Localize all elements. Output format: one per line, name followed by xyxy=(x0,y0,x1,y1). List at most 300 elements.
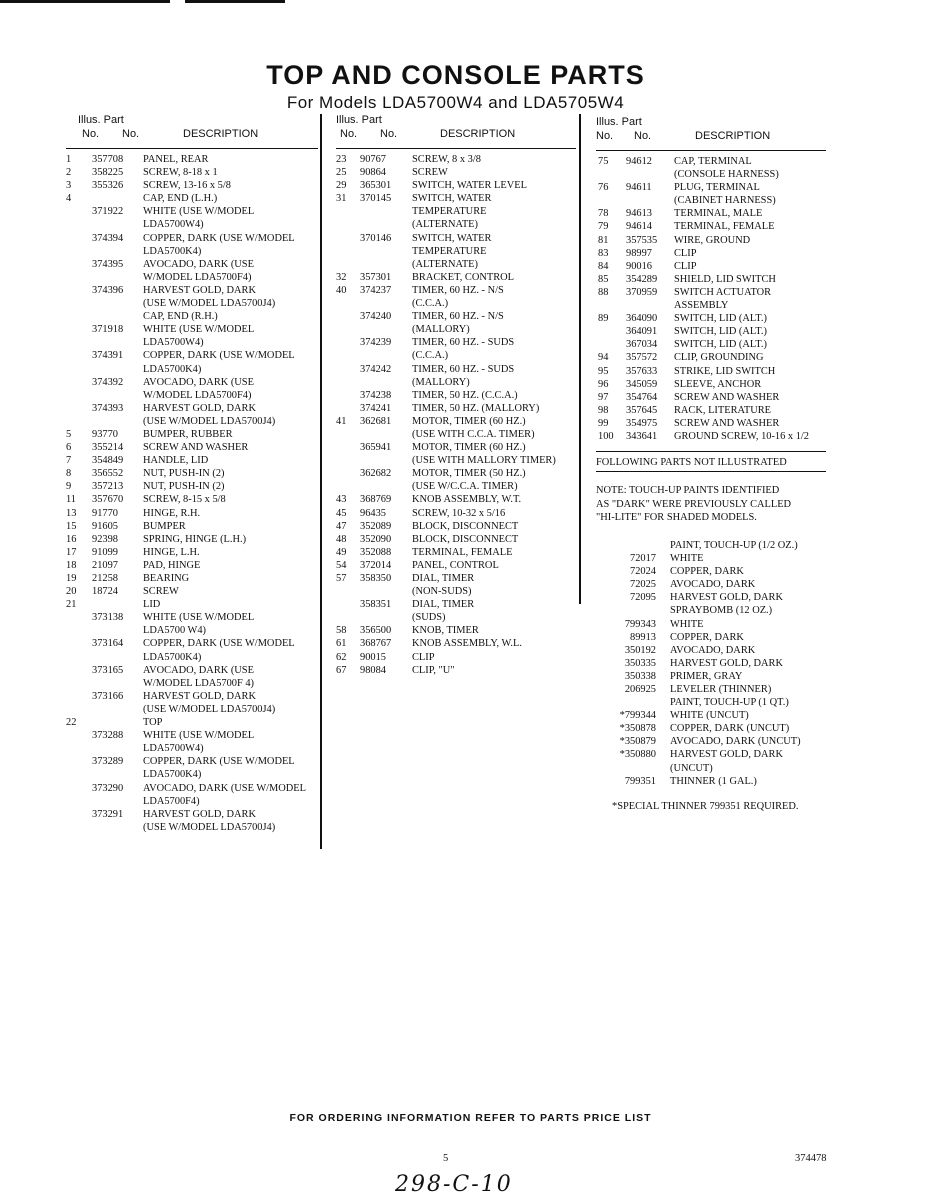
part-description: SWITCH, LID (ALT.) xyxy=(674,313,767,325)
parts-list xyxy=(596,155,826,443)
part-description: LDA5700K4) xyxy=(143,769,202,781)
paint-part-number: 206925 xyxy=(624,683,656,695)
paint-row xyxy=(596,722,826,735)
part-number: 354975 xyxy=(626,417,658,429)
illus-number: 29 xyxy=(336,180,347,192)
paint-description: AVOCADO, DARK (UNCUT) xyxy=(670,736,801,748)
part-row xyxy=(66,428,318,441)
part-number: 368769 xyxy=(360,494,392,506)
part-description: SWITCH, WATER xyxy=(412,193,492,205)
part-description: CLIP xyxy=(674,260,697,272)
part-row xyxy=(596,338,826,351)
part-row xyxy=(336,572,576,585)
header-divider xyxy=(66,148,318,149)
page-title: TOP AND CONSOLE PARTS xyxy=(266,60,645,90)
illus-number: 7 xyxy=(66,455,72,467)
part-description: (USE W/C.C.A. TIMER) xyxy=(412,481,518,493)
part-row xyxy=(66,245,318,258)
part-description: HINGE, R.H. xyxy=(143,507,201,519)
paint-row xyxy=(596,696,826,709)
part-number: 373164 xyxy=(92,638,124,650)
illus-number: 5 xyxy=(66,428,72,440)
part-description: SCREW AND WASHER xyxy=(674,417,780,429)
part-description: LDA5700W4) xyxy=(143,337,204,349)
part-description: BLOCK, DISCONNECT xyxy=(412,520,519,532)
part-description: AVOCADO, DARK (USE xyxy=(143,664,254,676)
part-row xyxy=(336,520,576,533)
part-row xyxy=(66,232,318,245)
illus-number: 21 xyxy=(66,599,77,611)
part-description: HARVEST GOLD, DARK xyxy=(143,402,256,414)
illus-number: 8 xyxy=(66,468,72,480)
part-number: 374394 xyxy=(92,232,124,244)
paint-part-number: 350338 xyxy=(624,670,656,682)
part-number: 373291 xyxy=(92,808,124,820)
illus-number: 95 xyxy=(598,365,609,377)
part-number: 374241 xyxy=(360,402,392,414)
part-row xyxy=(596,299,826,312)
paint-row xyxy=(596,748,826,761)
illus-number: 19 xyxy=(66,573,77,584)
part-row xyxy=(596,260,826,273)
part-description: CLIP, "U" xyxy=(412,664,455,676)
part-number: 374395 xyxy=(92,258,124,270)
part-number: 94611 xyxy=(626,182,652,194)
paint-description: AVOCADO, DARK xyxy=(670,579,756,591)
illus-number: 62 xyxy=(336,651,347,663)
part-description: AVOCADO, DARK (USE xyxy=(143,376,254,388)
part-description: HANDLE, LID xyxy=(143,455,209,467)
part-description: SWITCH ACTUATOR xyxy=(674,286,772,298)
part-number: 374396 xyxy=(92,284,124,296)
part-row xyxy=(336,153,576,166)
top-rule-right xyxy=(185,0,285,3)
note-line: "HI-LITE" FOR SHADED MODELS. xyxy=(596,512,757,524)
part-description: SWITCH, WATER LEVEL xyxy=(412,180,527,192)
part-row xyxy=(66,821,318,834)
part-row xyxy=(336,232,576,245)
column-divider xyxy=(579,114,581,604)
part-description: WHITE (USE W/MODEL xyxy=(143,206,255,218)
part-row xyxy=(336,192,576,205)
part-row xyxy=(336,624,576,637)
part-description: TEMPERATURE xyxy=(412,206,487,218)
part-number: 364091 xyxy=(626,326,658,338)
paint-row xyxy=(596,552,826,565)
paint-description: SPRAYBOMB (12 OZ.) xyxy=(670,605,773,617)
part-description: WIRE, GROUND xyxy=(674,234,751,246)
part-row xyxy=(66,323,318,336)
part-number: 90864 xyxy=(360,167,386,179)
part-description: NUT, PUSH-IN (2) xyxy=(143,481,225,493)
illus-number: 61 xyxy=(336,638,347,650)
part-number: 98084 xyxy=(360,664,386,676)
part-description: COPPER, DARK (USE W/MODEL xyxy=(143,232,295,244)
part-row xyxy=(66,467,318,480)
header-part-no: No. xyxy=(380,128,398,140)
document-number: 374478 xyxy=(795,1153,827,1164)
part-description: CLIP xyxy=(674,247,697,259)
part-description: SCREW, 8 x 3/8 xyxy=(412,154,481,165)
part-number: 91770 xyxy=(92,507,118,519)
part-row xyxy=(66,559,318,572)
part-number: 365301 xyxy=(360,180,392,192)
part-row xyxy=(336,559,576,572)
part-number: 357645 xyxy=(626,404,658,416)
part-row xyxy=(66,768,318,781)
header-illus-part: Illus. Part xyxy=(596,116,642,128)
part-row xyxy=(66,415,318,428)
paint-part-number: 72025 xyxy=(630,579,656,591)
part-number: 364090 xyxy=(626,313,658,325)
part-description: (USE WITH MALLORY TIMER) xyxy=(412,455,556,467)
part-number: 374238 xyxy=(360,389,392,401)
part-row xyxy=(66,677,318,690)
part-row xyxy=(596,312,826,325)
illus-number: 83 xyxy=(598,247,609,259)
illus-number: 67 xyxy=(336,664,347,676)
part-description: TERMINAL, FEMALE xyxy=(412,546,513,558)
part-row xyxy=(336,271,576,284)
part-row xyxy=(66,795,318,808)
part-row xyxy=(66,546,318,559)
part-number: 358225 xyxy=(92,167,124,179)
part-number: 90016 xyxy=(626,260,652,272)
header-divider xyxy=(596,150,826,151)
part-row xyxy=(66,507,318,520)
part-row xyxy=(596,207,826,220)
part-description: SWITCH, LID (ALT.) xyxy=(674,339,767,351)
part-row xyxy=(336,258,576,271)
not-illustrated-heading: FOLLOWING PARTS NOT ILLUSTRATED xyxy=(596,457,787,469)
part-row xyxy=(336,493,576,506)
part-description: LDA5700W4) xyxy=(143,219,204,231)
part-description: (USE W/MODEL LDA5700J4) xyxy=(143,703,276,715)
paint-part-number: 350192 xyxy=(624,644,656,656)
part-description: (C.C.A.) xyxy=(412,350,449,362)
illus-number: 15 xyxy=(66,520,77,532)
part-number: 370146 xyxy=(360,232,392,244)
part-number: 354764 xyxy=(626,391,658,403)
part-row xyxy=(66,336,318,349)
part-row xyxy=(596,391,826,404)
part-row xyxy=(336,245,576,258)
paint-part-number: 350335 xyxy=(624,657,656,669)
part-description: WHITE (USE W/MODEL xyxy=(143,324,255,336)
part-description: LDA5700 W4) xyxy=(143,625,207,637)
part-description: SCREW AND WASHER xyxy=(143,442,249,454)
note-line: AS "DARK" WERE PREVIOUSLY CALLED xyxy=(596,498,792,510)
part-row xyxy=(66,782,318,795)
part-number: 374239 xyxy=(360,337,392,349)
part-description: SCREW AND WASHER xyxy=(674,391,780,403)
illus-number: 47 xyxy=(336,520,347,532)
part-number: 357708 xyxy=(92,154,124,165)
paint-description: THINNER (1 GAL.) xyxy=(670,775,757,787)
part-number: 90015 xyxy=(360,651,386,663)
part-row xyxy=(336,507,576,520)
paint-description: HARVEST GOLD, DARK xyxy=(670,749,783,761)
part-number: 98997 xyxy=(626,247,652,259)
illus-number: 6 xyxy=(66,442,72,454)
illus-number: 94 xyxy=(598,352,609,364)
part-number: 373166 xyxy=(92,690,124,702)
part-number: 94613 xyxy=(626,208,652,220)
part-number: 374237 xyxy=(360,284,392,296)
illus-number: 25 xyxy=(336,167,347,179)
paint-list xyxy=(596,539,826,788)
paint-description: AVOCADO, DARK xyxy=(670,644,756,656)
paint-row xyxy=(596,762,826,775)
paint-row xyxy=(596,735,826,748)
part-row xyxy=(336,546,576,559)
part-description: DIAL, TIMER xyxy=(412,573,475,584)
part-row xyxy=(66,297,318,310)
part-row xyxy=(336,637,576,650)
part-row xyxy=(66,729,318,742)
part-number: 374240 xyxy=(360,311,392,323)
handwritten-note: 298-C-10 xyxy=(395,1172,513,1197)
illus-number: 32 xyxy=(336,271,347,283)
part-number: 18724 xyxy=(92,586,118,598)
part-number: 368767 xyxy=(360,638,392,650)
part-row xyxy=(596,325,826,338)
part-description: TERMINAL, FEMALE xyxy=(674,221,775,233)
part-description: BUMPER, RUBBER xyxy=(143,428,233,440)
part-description: (MALLORY) xyxy=(412,324,470,336)
part-row xyxy=(336,585,576,598)
part-description: COPPER, DARK (USE W/MODEL xyxy=(143,638,295,650)
part-description: CLIP xyxy=(412,651,435,663)
paint-row xyxy=(596,683,826,696)
part-description: (USE WITH C.C.A. TIMER) xyxy=(412,428,535,440)
part-row xyxy=(336,205,576,218)
paint-description: HARVEST GOLD, DARK xyxy=(670,657,783,669)
part-row xyxy=(66,153,318,166)
part-description: LDA5700F4) xyxy=(143,795,200,807)
part-row xyxy=(66,742,318,755)
part-description: COPPER, DARK (USE W/MODEL xyxy=(143,756,295,768)
paint-row xyxy=(596,775,826,788)
part-row xyxy=(336,389,576,402)
part-number: 374392 xyxy=(92,376,124,388)
parts-list xyxy=(66,153,318,834)
illus-number: 4 xyxy=(66,193,72,205)
top-rule-left xyxy=(0,0,170,3)
illus-number: 3 xyxy=(66,180,72,192)
part-row xyxy=(66,664,318,677)
part-number: 355326 xyxy=(92,180,124,192)
part-row xyxy=(336,402,576,415)
column-header xyxy=(66,114,318,144)
part-row xyxy=(66,284,318,297)
part-description: (ALTERNATE) xyxy=(412,219,478,231)
part-row xyxy=(596,168,826,181)
part-description: PAD, HINGE xyxy=(143,559,201,571)
illus-number: 20 xyxy=(66,586,77,598)
part-number: 371922 xyxy=(92,206,124,218)
paint-description: WHITE xyxy=(670,618,704,630)
part-number: 373289 xyxy=(92,756,124,768)
illus-number: 54 xyxy=(336,559,347,571)
part-number: 356500 xyxy=(360,625,392,637)
part-row xyxy=(66,192,318,205)
part-number: 352090 xyxy=(360,533,392,545)
paint-description: HARVEST GOLD, DARK xyxy=(670,592,783,604)
part-description: PLUG, TERMINAL xyxy=(674,182,760,194)
part-number: 373165 xyxy=(92,664,124,676)
part-description: HARVEST GOLD, DARK xyxy=(143,690,256,702)
part-row xyxy=(596,378,826,391)
part-description: BEARING xyxy=(143,573,190,584)
paint-part-number: 72095 xyxy=(630,592,656,604)
illus-number: 100 xyxy=(598,430,614,442)
paint-row xyxy=(596,670,826,683)
part-row xyxy=(336,480,576,493)
part-number: 370145 xyxy=(360,193,392,205)
part-description: MOTOR, TIMER (60 HZ.) xyxy=(412,415,526,427)
part-description: (NON-SUDS) xyxy=(412,586,472,598)
part-row xyxy=(336,441,576,454)
part-description: (USE W/MODEL LDA5700J4) xyxy=(143,415,276,427)
part-description: CAP, TERMINAL xyxy=(674,156,752,167)
part-row xyxy=(66,808,318,821)
part-description: PANEL, REAR xyxy=(143,154,209,165)
illus-number: 78 xyxy=(598,208,609,220)
part-number: 373288 xyxy=(92,730,124,742)
header-part-no: No. xyxy=(634,130,652,142)
illus-number: 57 xyxy=(336,573,347,584)
paint-part-number: 72017 xyxy=(630,553,656,565)
page-subtitle: For Models LDA5700W4 and LDA5705W4 xyxy=(286,93,625,112)
illus-number: 18 xyxy=(66,559,77,571)
part-row xyxy=(66,572,318,585)
part-description: CLIP, GROUNDING xyxy=(674,352,764,364)
note-line: NOTE: TOUCH-UP PAINTS IDENTIFIED xyxy=(596,485,780,497)
part-row xyxy=(66,349,318,362)
illus-number: 17 xyxy=(66,546,77,558)
part-description: SWITCH, LID (ALT.) xyxy=(674,326,767,338)
illus-number: 84 xyxy=(598,260,609,272)
illus-number: 45 xyxy=(336,507,347,519)
part-description: TIMER, 60 HZ. - SUDS xyxy=(412,363,515,375)
part-number: 373138 xyxy=(92,612,124,624)
part-description: (MALLORY) xyxy=(412,376,470,388)
part-row xyxy=(336,651,576,664)
part-number: 354849 xyxy=(92,455,124,467)
part-description: SCREW, 10-32 x 5/16 xyxy=(412,507,506,519)
illus-number: 98 xyxy=(598,404,609,416)
part-description: RACK, LITERATURE xyxy=(674,404,771,416)
part-row xyxy=(336,454,576,467)
header-illus-no: No. xyxy=(340,128,358,140)
part-description: BUMPER xyxy=(143,520,186,532)
paint-part-number: *350878 xyxy=(619,723,656,735)
part-row xyxy=(66,651,318,664)
part-number: 374391 xyxy=(92,350,124,362)
part-description: NUT, PUSH-IN (2) xyxy=(143,468,225,480)
part-row xyxy=(66,624,318,637)
illus-number: 43 xyxy=(336,494,347,506)
part-description: W/MODEL LDA5700F4) xyxy=(143,271,252,283)
part-row xyxy=(336,179,576,192)
part-number: 91099 xyxy=(92,546,118,558)
part-row xyxy=(66,258,318,271)
section-divider xyxy=(596,471,826,472)
part-row xyxy=(596,417,826,430)
part-row xyxy=(66,520,318,533)
paint-description: (UNCUT) xyxy=(670,762,713,774)
paint-part-number: 799343 xyxy=(624,618,656,630)
illus-number: 9 xyxy=(66,481,72,493)
paint-description: PRIMER, GRAY xyxy=(670,670,743,682)
part-description: PANEL, CONTROL xyxy=(412,559,499,571)
part-description: COPPER, DARK (USE W/MODEL xyxy=(143,350,295,362)
illus-number: 16 xyxy=(66,533,77,545)
part-description: (USE W/MODEL LDA5700J4) xyxy=(143,298,276,310)
paint-row xyxy=(596,618,826,631)
paint-row xyxy=(596,578,826,591)
part-number: 90767 xyxy=(360,154,386,165)
part-row xyxy=(596,286,826,299)
part-description: SCREW, 8-18 x 1 xyxy=(143,167,218,179)
part-row xyxy=(66,585,318,598)
paint-description: PAINT, TOUCH-UP (1/2 OZ.) xyxy=(670,539,798,551)
part-description: SWITCH, WATER xyxy=(412,232,492,244)
part-row xyxy=(336,363,576,376)
illus-number: 88 xyxy=(598,286,609,298)
header-illus-part: Illus. Part xyxy=(78,114,124,126)
part-row xyxy=(596,155,826,168)
part-description: LDA5700K4) xyxy=(143,363,202,375)
part-description: SCREW xyxy=(412,167,448,179)
part-description: TERMINAL, MALE xyxy=(674,208,763,220)
illus-number: 85 xyxy=(598,273,609,285)
part-description: CAP, END (R.H.) xyxy=(143,311,218,323)
part-number: 373290 xyxy=(92,782,124,794)
part-row xyxy=(336,218,576,231)
paint-row xyxy=(596,591,826,604)
part-row xyxy=(336,415,576,428)
part-number: 356552 xyxy=(92,468,124,480)
part-description: TOP xyxy=(143,717,163,729)
part-description: TIMER, 60 HZ. - SUDS xyxy=(412,337,515,349)
part-row xyxy=(596,181,826,194)
column-header xyxy=(336,114,576,144)
part-row xyxy=(336,310,576,323)
part-description: (CONSOLE HARNESS) xyxy=(674,169,779,181)
illus-number: 75 xyxy=(598,156,609,167)
paint-row xyxy=(596,631,826,644)
illus-number: 48 xyxy=(336,533,347,545)
paint-description: COPPER, DARK xyxy=(670,566,744,578)
part-row xyxy=(596,247,826,260)
part-description: (C.C.A.) xyxy=(412,298,449,310)
part-row xyxy=(66,755,318,768)
part-number: 94614 xyxy=(626,221,652,233)
part-description: HINGE, L.H. xyxy=(143,546,200,558)
part-number: 94612 xyxy=(626,156,652,167)
special-thinner-note: *SPECIAL THINNER 799351 REQUIRED. xyxy=(612,800,799,812)
part-row xyxy=(596,273,826,286)
part-number: 371918 xyxy=(92,324,124,336)
part-number: 370959 xyxy=(626,286,658,298)
part-description: TIMER, 60 HZ. - N/S xyxy=(412,311,504,323)
part-number: 96435 xyxy=(360,507,386,519)
illus-number: 11 xyxy=(66,494,77,506)
parts-column-3 xyxy=(596,114,826,813)
part-description: AVOCADO, DARK (USE W/MODEL xyxy=(143,782,306,794)
